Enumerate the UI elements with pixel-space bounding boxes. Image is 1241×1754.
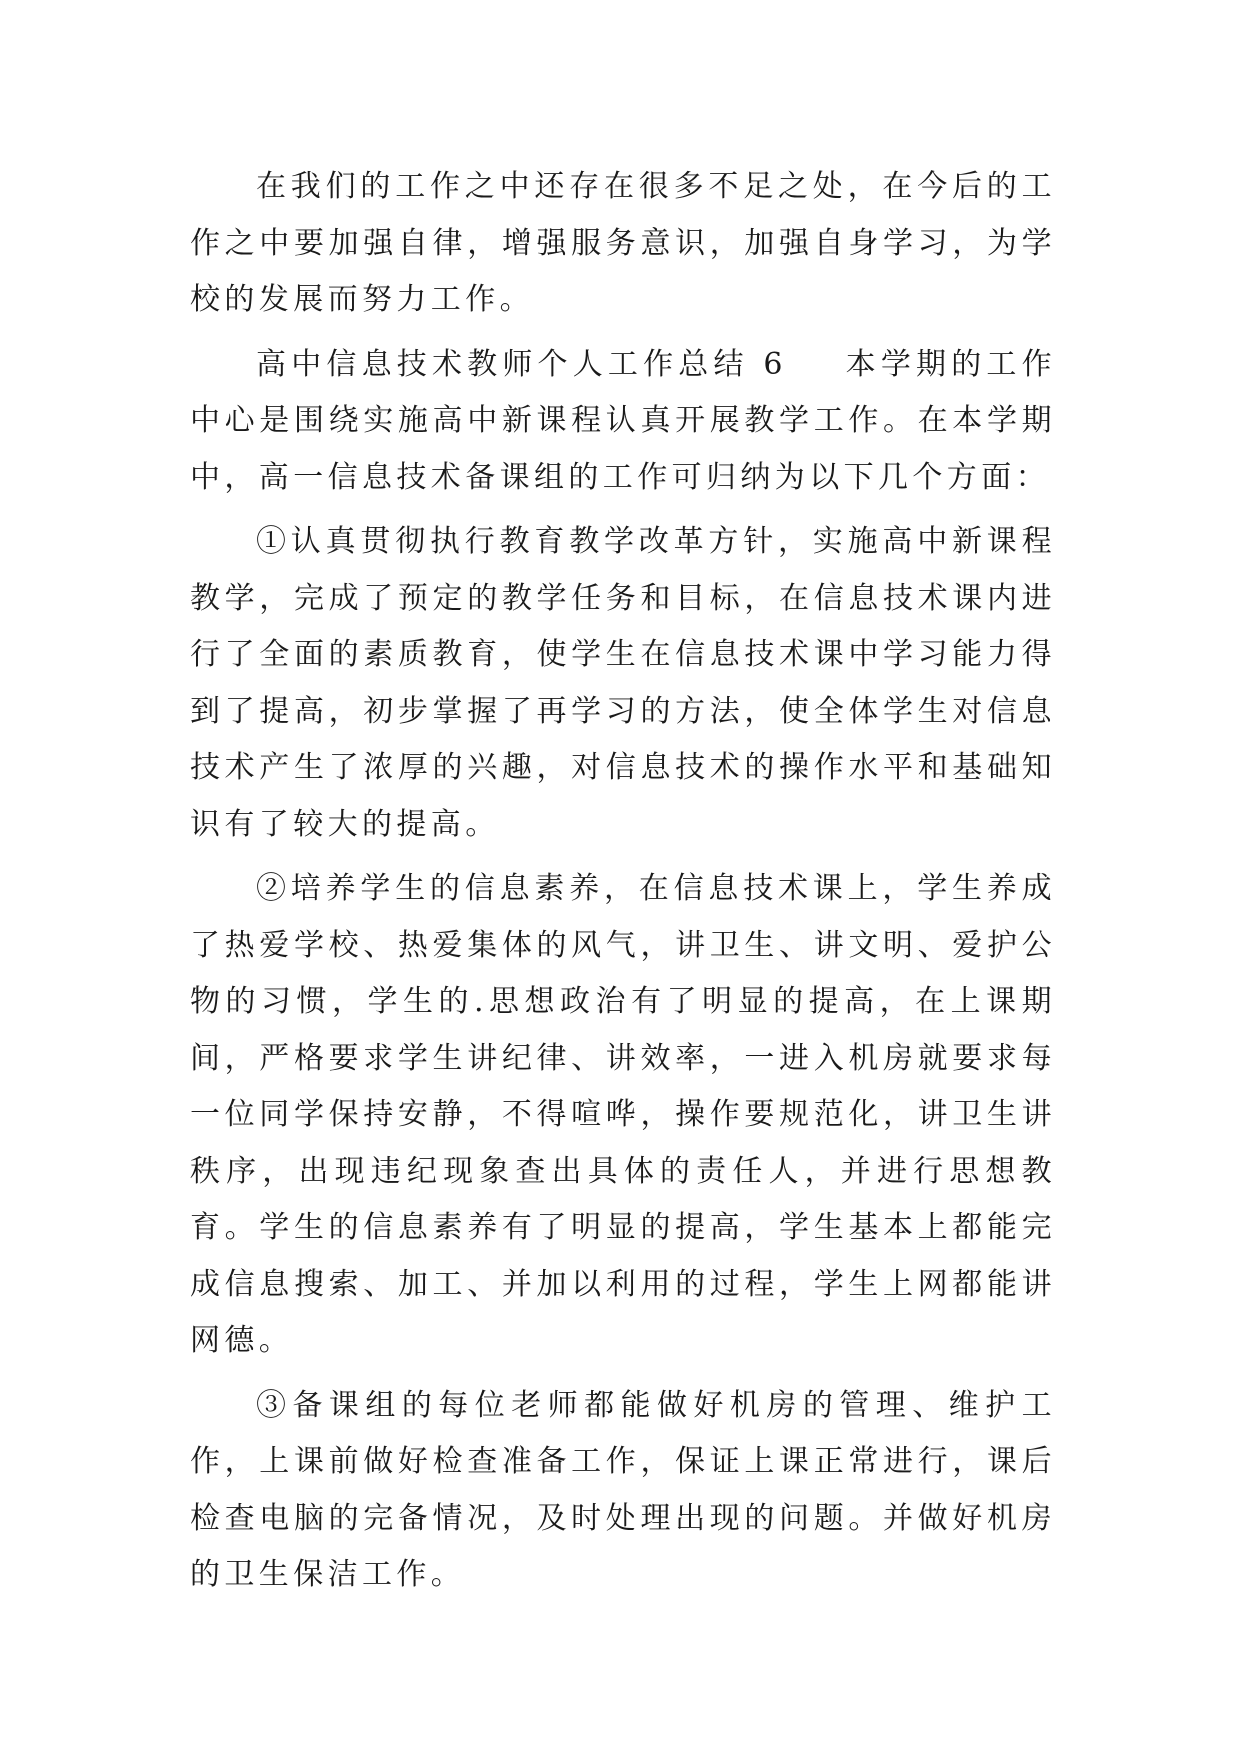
section-paragraph [190, 337, 1056, 507]
section-intro: 本学期的工作中心是围绕实施高中新课程认真开展教学工作。在本学期中，高一信息技术备课组的工作可归纳为以下几个方面： [190, 346, 1056, 495]
section-title: 高中信息技术教师个人工作总结 6 [256, 346, 787, 382]
item-paragraph-2: ②培养学生的信息素养，在信息技术课上，学生养成了热爱学校、热爱集体的风气，讲卫生、讲文明、爱护公物的习惯，学生的.思想政治有了明显的提高，在上课期间，严格要求学生讲纪律、讲效率，一进入机房就要求每一位同学保持安静，不得喧哗，操作要规范化，讲卫生讲秩序，出现违纪现象查出具体的责任人，并进行思想教育。学生的信息素养有了明显的提高，学生基本上都能完成信息搜索、加工、并加以利用的过程，学生上网都能讲网德。 [190, 871, 1056, 1358]
item-paragraph-3: ③备课组的每位老师都能做好机房的管理、维护工作，上课前做好检查准备工作，保证上课正常进行，课后检查电脑的完备情况，及时处理出现的问题。并做好机房的卫生保洁工作。 [190, 1387, 1056, 1592]
closing-paragraph: 在我们的工作之中还存在很多不足之处，在今后的工作之中要加强自律，增强服务意识，加强自身学习，为学校的发展而努力工作。 [190, 169, 1056, 317]
document-body [190, 159, 1056, 1612]
item-paragraph-1: ①认真贯彻执行教育教学改革方针，实施高中新课程教学，完成了预定的教学任务和目标，在信息技术课内进行了全面的素质教育，使学生在信息技术课中学习能力得到了提高，初步掌握了再学习的方法，使全体学生对信息技术产生了浓厚的兴趣，对信息技术的操作水平和基础知识有了较大的提高。 [190, 524, 1056, 842]
